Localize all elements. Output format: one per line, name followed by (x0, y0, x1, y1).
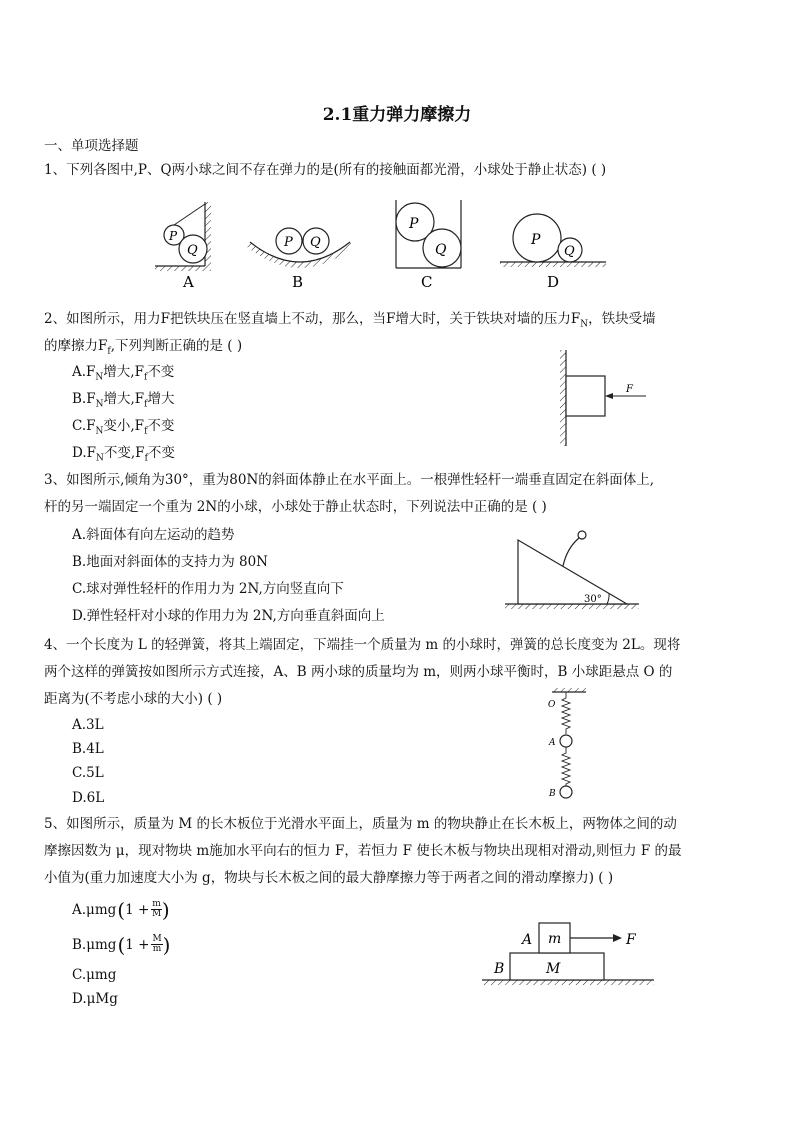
q5-option-a: A.μmg ( 1 + $\frac{m}{M}$ ) (72, 897, 170, 922)
page-title: 2.1重力弹力摩擦力 (322, 105, 472, 125)
q1-figures (150, 196, 620, 292)
q5-figure (480, 918, 660, 990)
q5-label-b: B (494, 961, 505, 977)
q2-option-d: $D.F_N$不变$,F_f$不变 (72, 445, 175, 464)
q3-option-d: D.弹性轻杆对小球的作用力为 2N,方向垂直斜面向上 (72, 608, 385, 624)
q2-option-c: $C.F_N$变小$,F_f$不变 (72, 418, 175, 437)
svg-text:P: P (284, 235, 293, 250)
q4-option-d: D.6L (72, 790, 105, 806)
q5-text-line1: 5、如图所示，质量为 M 的长木板位于光滑水平面上，质量为 m 的物块静止在长木板上，两物体之间的动 (44, 816, 677, 832)
svg-text:Q: Q (435, 242, 447, 258)
q4-text-line1: 4、一个长度为 L 的轻弹簧，将其上端固定，下端挂一个质量为 m 的小球时，弹簧的总长度变为 2L。现将 (44, 637, 681, 653)
q4-option-b: B.4L (72, 741, 104, 757)
section-heading: 一、单项选择题 (44, 138, 139, 154)
q5-label-a: A (522, 932, 533, 948)
q5-text-line2: 摩擦因数为 μ，现对物块 m施加水平向右的恒力 F，若恒力 F 使长木板与物块出现相对滑动,则恒力 F 的最 (44, 843, 682, 859)
svg-text:Q: Q (310, 235, 321, 250)
svg-text:Q: Q (187, 243, 198, 258)
q5-option-b: B.μmg ( 1 + $\frac{M}{m}$ ) (72, 932, 171, 957)
svg-text:P: P (169, 229, 178, 243)
q1-figure-a (155, 202, 211, 291)
q4-label-a: A (549, 738, 556, 748)
q5-text-line3: 小值为(重力加速度大小为 g，物块与长木板之间的最大静摩擦力等于两者之间的滑动摩擦力) ( ) (44, 870, 614, 886)
q4-option-c: C.5L (72, 765, 104, 781)
q1-figure-d (500, 214, 606, 291)
svg-text:Q: Q (564, 244, 575, 259)
q5-label-f: F (626, 932, 636, 948)
q5-option-d: D.μMg (72, 991, 118, 1007)
q3-text-line1: 3、如图所示,倾角为30°，重为80N的斜面体静止在水平面上。一根弹性轻杆一端垂直固定在斜面体上, (44, 472, 655, 488)
q3-text-line2: 杆的另一端固定一个重为 2N的小球，小球处于静止状态时，下列说法中正确的是 ( ) (44, 499, 547, 515)
q2-force-label: F (626, 384, 633, 395)
q1-label-b: B (292, 273, 304, 291)
q1-label-d: D (547, 273, 560, 291)
q2-option-b: $B.F_N$增大$,F_f$增大 (72, 391, 175, 410)
svg-text:P: P (409, 216, 419, 232)
q4-text-line3: 距离为(不考虑小球的大小) ( ) (44, 691, 223, 707)
q1-text: 1、下列各图中,P、Q两小球之间不存在弹力的是(所有的接触面都光滑，小球处于静止状态) ( ) (44, 162, 607, 178)
q1-label-c: C (421, 273, 433, 291)
q1-label-a: A (183, 273, 194, 291)
q5-label-M: M (546, 961, 561, 977)
q3-option-b: B.地面对斜面体的支持力为 80N (72, 554, 268, 570)
q2-option-a: $A.F_N$增大$,F_f$不变 (72, 364, 175, 383)
svg-text:P: P (531, 232, 541, 248)
q2-text-line1: 2、如图所示，用力F把铁块压在竖直墙上不动，那么，当F增大时，关于铁块对墙的压力$F_N$，铁块受墙 (44, 311, 656, 330)
q4-option-a: A.3L (72, 717, 104, 733)
q3-figure (503, 518, 643, 614)
q2-text-line2: 的摩擦力$F_f$,下列判断正确的是 ( ) (44, 338, 243, 357)
q4-text-line2: 两个这样的弹簧按如图所示方式连接，A、B 两小球的质量均为 m，则两小球平衡时，B 小球距悬点 O 的 (44, 664, 673, 680)
q3-option-c: C.球对弹性轻杆的作用力为 2N,方向竖直向下 (72, 581, 344, 597)
q1-figure-c (396, 200, 461, 291)
q3-option-a: A.斜面体有向左运动的趋势 (72, 527, 235, 543)
q4-figure (540, 684, 600, 802)
q5-option-c: C.μmg (72, 967, 117, 983)
q3-angle-label: 30° (584, 594, 602, 605)
q1-figure-b (246, 228, 354, 291)
q5-label-m: m (548, 931, 562, 947)
q4-label-o: O (548, 700, 556, 710)
q2-figure (556, 348, 656, 450)
q4-label-b: B (549, 789, 556, 799)
